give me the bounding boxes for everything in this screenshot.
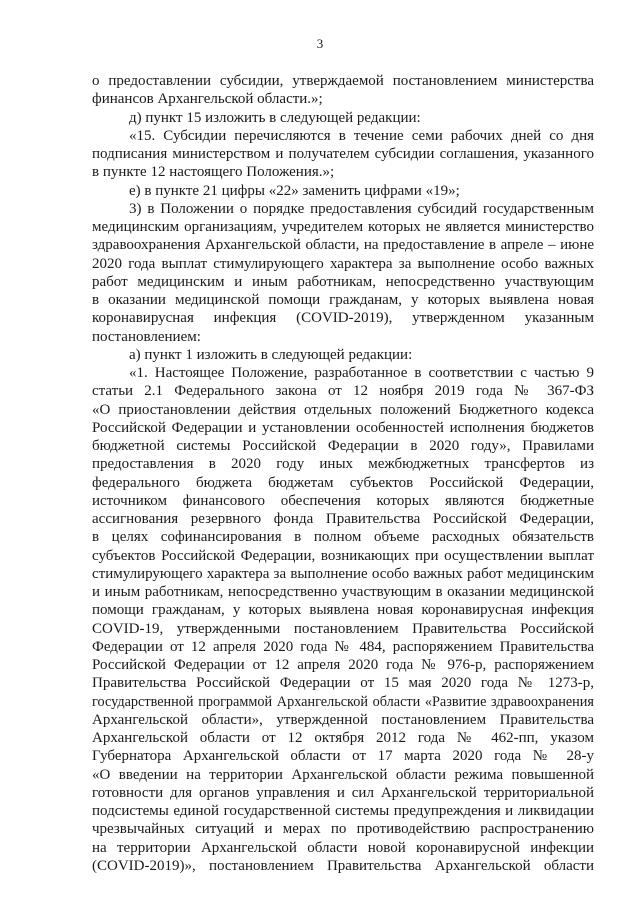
text-line: в целях софинансирования в полном объеме расходных обязательств [92, 529, 594, 546]
text-line: коронавирусная инфекция (COVID-2019), утвержденном указанным [92, 310, 594, 327]
text-line: бюджетной системы Российской Федерации в 2020 году», Правилами [92, 438, 594, 454]
text-line: Архангельской области», утвержденной постановлением Правительства [92, 711, 594, 728]
text-line: д) пункт 15 изложить в следующей редакции: [129, 109, 421, 126]
text-line: статьи 2.1 Федерального закона от 12 ноября 2019 года № 367-ФЗ [92, 383, 594, 400]
text-line: здравоохранения Архангельской области, на предоставление в апреле – июне [92, 237, 594, 254]
text-line: «15. Субсидии перечисляются в течение семи рабочих дней со дня [129, 127, 594, 144]
text-line: на территории Архангельской области новой коронавирусной инфекции [92, 839, 594, 856]
text-line: ассигнования резервного фонда Правительства Российской Федерации, [92, 511, 594, 527]
text-line: о предоставлении субсидии, утверждаемой постановлением министерства [92, 73, 594, 89]
text-line: постановлением: [92, 328, 201, 345]
text-line: чрезвычайных ситуаций и мерах по противодействию распространению [92, 821, 594, 838]
text-line: источником финансового обеспечения которых являются бюджетные [92, 492, 594, 509]
text-line: федерального бюджета бюджетам субъектов Российской Федерации, [92, 474, 594, 491]
text-line: 3) в Положении о порядке предоставления субсидий государственным [129, 200, 594, 217]
text-line: работ медицинским и иным работникам, непосредственно участвующим [92, 273, 594, 290]
text-line: готовности для органов управления и сил Архангельской территориальной [92, 784, 594, 801]
text-line: стимулирующего характера за выполнение особо важных работ медицинским [92, 565, 594, 582]
text-line: Российской Федерации от 12 апреля 2020 года № 976-р, распоряжением [92, 657, 594, 673]
text-line: государственной программой Архангельской области «Развитие здравоохранения [92, 693, 594, 710]
text-line: помощи гражданам, у которых выявлена новая коронавирусная инфекция [92, 602, 594, 619]
document-body [92, 72, 594, 875]
text-line: субъектов Российской Федерации, возникающих при осуществлении выплат [92, 547, 594, 564]
text-line: «О введении на территории Архангельской области режима повышенной [92, 766, 594, 783]
text-line: а) пункт 1 изложить в следующей редакции: [129, 346, 413, 363]
text-line: COVID-19, утвержденными постановлением Правительства Российской [92, 620, 594, 637]
text-line: Федерации от 12 апреля 2020 года № 484, распоряжением Правительства [92, 638, 594, 655]
text-line: «О приостановлении действия отдельных положений Бюджетного кодекса [92, 401, 594, 418]
text-line: Правительства Российской Федерации от 15 мая 2020 года № 1273-р, [92, 675, 594, 692]
text-line: Российской Федерации и установлении особенностей исполнения бюджетов [92, 419, 594, 436]
text-line: подсистемы единой государственной системы предупреждения и ликвидации [92, 803, 594, 819]
text-line: (COVID-2019)», постановлением Правительства Архангельской области [92, 857, 594, 874]
text-line: 2020 года выплат стимулирующего характера за выполнение особо важных [92, 255, 594, 272]
text-line: и иным работникам, непосредственно участвующим в оказании медицинской [92, 584, 594, 600]
text-line: в оказании медицинской помощи гражданам, у которых выявлена новая [92, 292, 594, 308]
text-line: Губернатора Архангельской области от 17 марта 2020 года № 28-у [92, 748, 594, 765]
text-line: Архангельской области от 12 октября 2012 года № 462-пп, указом [92, 730, 594, 746]
text-line: в пункте 12 настоящего Положения.»; [92, 164, 335, 181]
text-line: финансов Архангельской области.»; [92, 91, 323, 108]
text-line: предоставления в 2020 году иных межбюджетных трансфертов из [92, 456, 594, 473]
text-line: подписания министерством и получателем субсидии соглашения, указанного [92, 146, 594, 162]
page-number: 3 [316, 36, 324, 51]
text-line: медицинским организациям, учредителем которых не является министерство [92, 219, 594, 235]
text-line: е) в пункте 21 цифры «22» заменить цифрами «19»; [129, 182, 460, 199]
text-line: «1. Настоящее Положение, разработанное в соответствии с частью 9 [129, 365, 594, 381]
